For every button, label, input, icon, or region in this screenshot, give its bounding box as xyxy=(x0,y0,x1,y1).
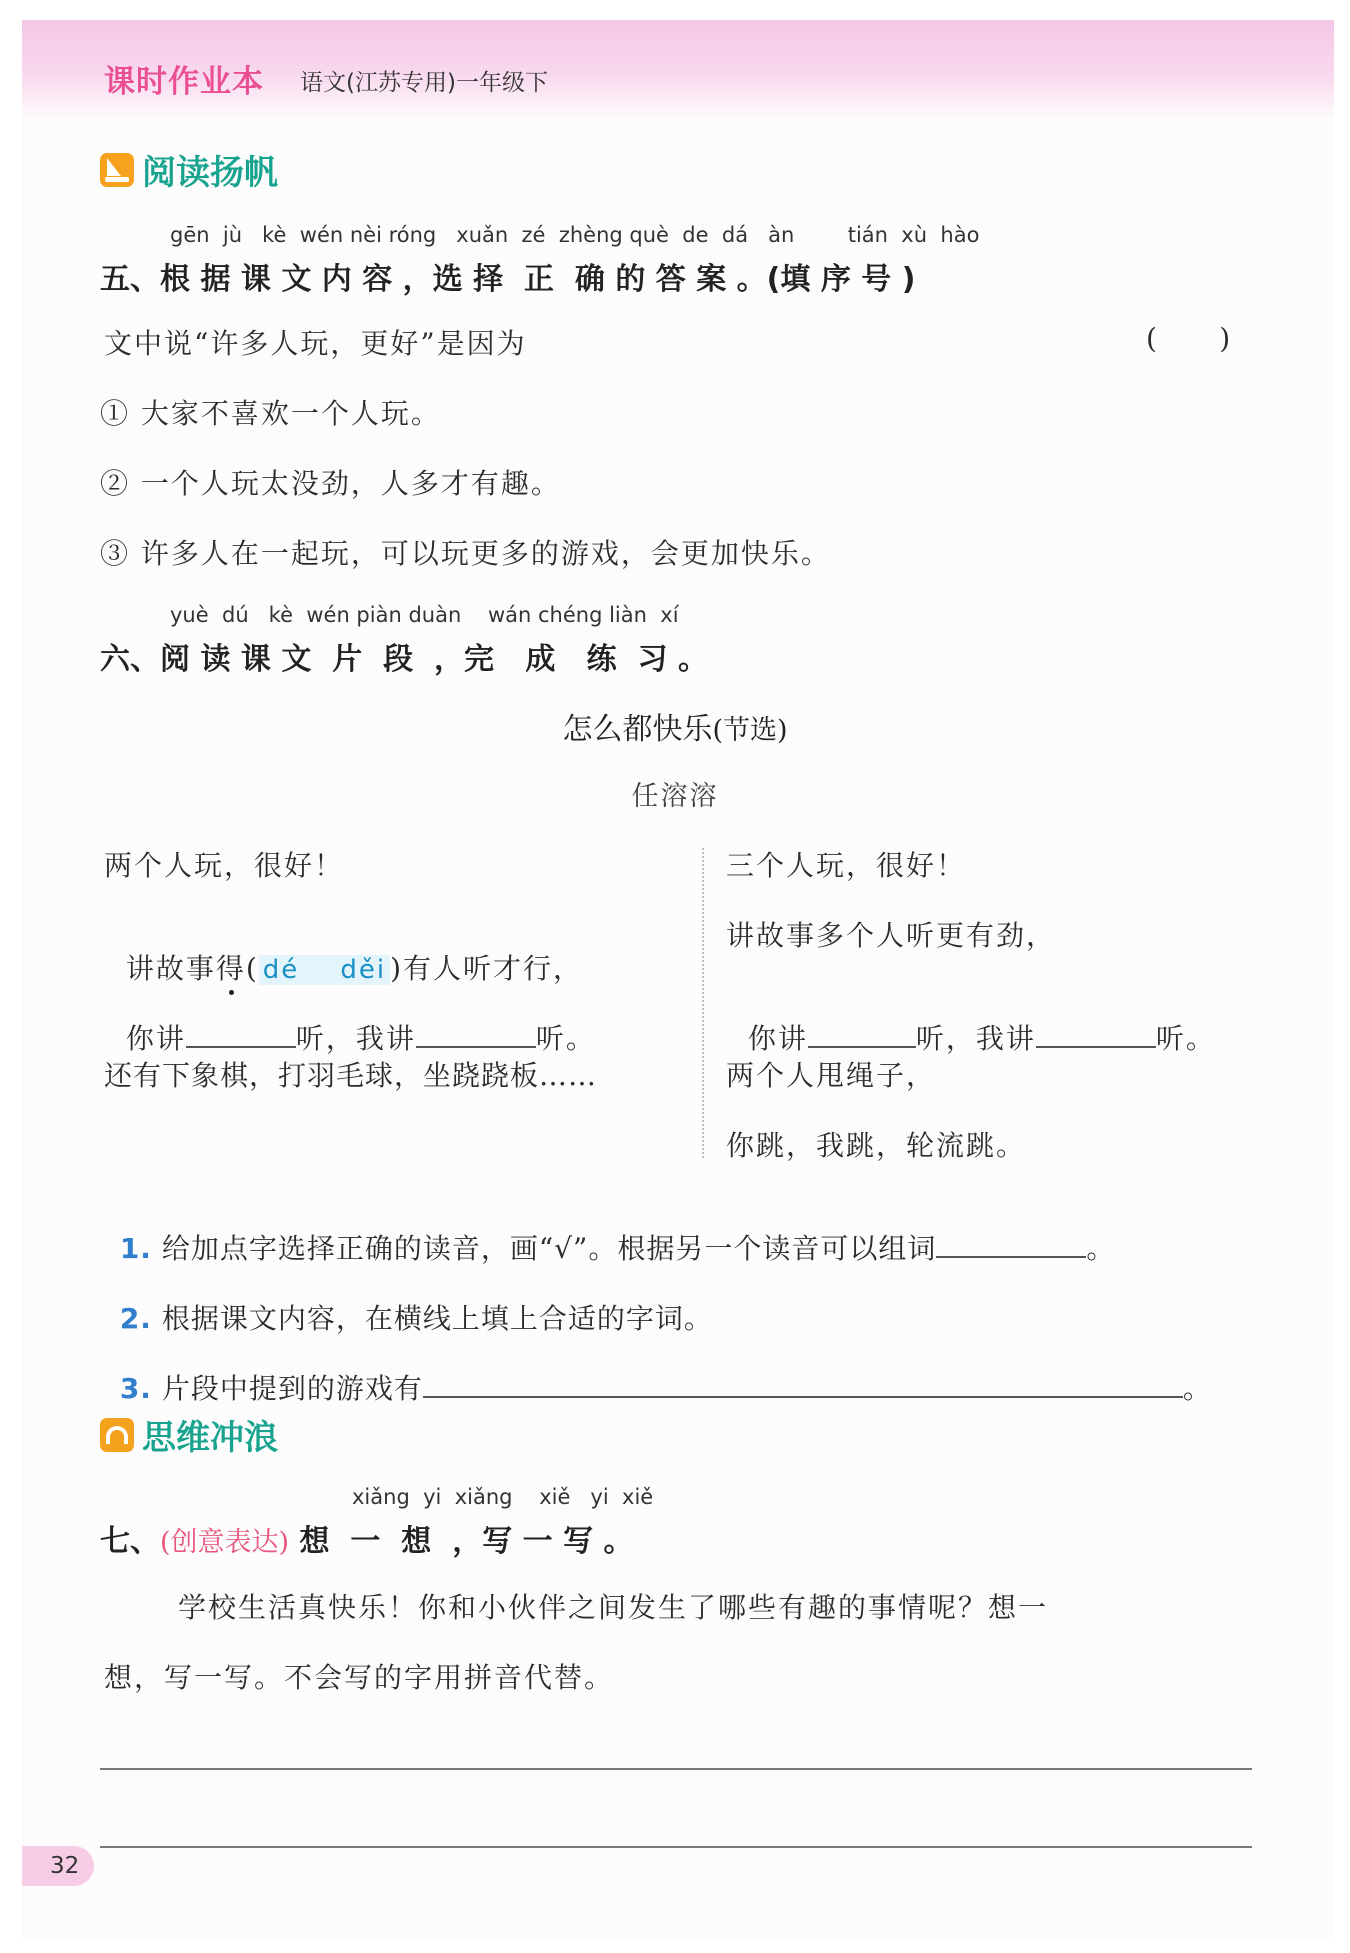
games-blank[interactable] xyxy=(423,1392,1183,1398)
fill-blank-2[interactable] xyxy=(416,1042,536,1048)
item-text-2: 根据课文内容，在横线上填上合适的字词。 xyxy=(161,1302,713,1335)
left-line-3-c: 听。 xyxy=(535,1022,596,1055)
q6-heading: 六、阅 读 课 文 片 段 ，完 成 练 习 。 xyxy=(100,642,708,677)
item-number-1: 1. xyxy=(119,1232,152,1265)
q6-item-1 xyxy=(100,1194,1115,1267)
q6-item-3 xyxy=(100,1334,1212,1407)
q5-option-2: ② 一个人玩太没劲，人多才有趣。 xyxy=(100,467,561,500)
section-thinking-label: 思维冲浪 xyxy=(142,1418,278,1458)
left-line-1: 两个人玩，很好！ xyxy=(104,849,345,882)
left-line-4: 还有下象棋，打羽毛球，坐跷跷板…… xyxy=(104,1059,598,1092)
fill-blank-1[interactable] xyxy=(186,1042,296,1048)
item-end-3: 。 xyxy=(1182,1372,1212,1405)
pinyin-choice[interactable]: dé děi xyxy=(259,955,390,985)
q7-prefix: 七、 xyxy=(100,1524,160,1559)
section-reading xyxy=(100,145,278,194)
left-line-2-pre: 讲故事 xyxy=(125,952,216,985)
passage-title xyxy=(0,704,1350,748)
word-blank[interactable] xyxy=(936,1252,1086,1258)
q6-pinyin: yuè dú kè wén piàn duàn wán chéng liàn xí xyxy=(170,603,679,627)
left-line-2 xyxy=(104,914,583,987)
q7-heading xyxy=(100,1516,634,1560)
book-subtitle: 语文(江苏专用)一年级下 xyxy=(300,70,548,96)
passage-author: 任溶溶 xyxy=(631,781,719,812)
wave-icon xyxy=(100,1418,134,1452)
left-line-3 xyxy=(104,984,596,1057)
q5-answer-paren[interactable]: ( ) xyxy=(1146,322,1231,355)
dotted-char: 得 xyxy=(216,947,246,987)
left-line-3-a: 你讲 xyxy=(125,1022,186,1055)
q5-option-3: ③ 许多人在一起玩，可以玩更多的游戏，会更加快乐。 xyxy=(100,537,831,570)
right-line-3-a: 你讲 xyxy=(747,1022,808,1055)
right-line-1: 三个人玩，很好！ xyxy=(726,849,967,882)
right-line-3 xyxy=(726,984,1216,1057)
section-reading-label: 阅读扬帆 xyxy=(142,153,278,193)
left-line-3-b: 听，我讲 xyxy=(295,1022,416,1055)
q5-pinyin: gēn jù kè wén nèi róng xuǎn zé zhèng què de dá àn tián xù hào xyxy=(170,223,980,247)
passage-title-text: 怎么都快乐 xyxy=(562,712,713,747)
item-text-3: 片段中提到的游戏有 xyxy=(161,1372,423,1405)
item-number-2: 2. xyxy=(119,1302,152,1335)
left-line-2-paren: ( xyxy=(245,952,259,985)
passage-title-note: (节选) xyxy=(712,715,788,746)
q7-prompt-line-1: 学校生活真快乐！你和小伙伴之间发生了哪些有趣的事情呢？想一 xyxy=(178,1591,1049,1624)
item-number-3: 3. xyxy=(119,1372,152,1405)
q5-heading: 五、根 据 课 文 内 容 ，选 择 正 确 的 答 案 。(填 序 号 ) xyxy=(100,262,916,297)
fill-blank-4[interactable] xyxy=(1036,1042,1156,1048)
writing-line-2[interactable] xyxy=(100,1846,1252,1848)
q7-prompt-line-2: 想，写一写。不会写的字用拼音代替。 xyxy=(104,1661,615,1694)
writing-line-1[interactable] xyxy=(100,1768,1252,1770)
fill-blank-3[interactable] xyxy=(808,1042,916,1048)
left-line-2-post: )有人听才行， xyxy=(390,952,584,985)
page-number: 32 xyxy=(22,1846,94,1886)
q7-heading-text: 想 一 想 ，写 一 写 。 xyxy=(289,1524,634,1559)
right-line-2: 讲故事多个人听更有劲， xyxy=(726,919,1057,952)
q7-tag: (创意表达) xyxy=(160,1527,290,1558)
q5-stem: 文中说“许多人玩，更好”是因为 xyxy=(104,327,527,360)
q7-pinyin: xiǎng yi xiǎng xiě yi xiě xyxy=(352,1485,654,1509)
item-end-1: 。 xyxy=(1086,1232,1116,1265)
item-text-1: 给加点字选择正确的读音，画“√”。根据另一个读音可以组词 xyxy=(161,1232,937,1265)
section-thinking xyxy=(100,1410,278,1459)
sail-icon xyxy=(100,153,134,187)
right-line-3-b: 听，我讲 xyxy=(915,1022,1036,1055)
right-line-5: 你跳，我跳，轮流跳。 xyxy=(726,1129,1027,1162)
column-divider xyxy=(702,848,704,1158)
q5-option-1: ① 大家不喜欢一个人玩。 xyxy=(100,397,441,430)
right-line-3-c: 听。 xyxy=(1155,1022,1216,1055)
right-line-4: 两个人甩绳子， xyxy=(726,1059,937,1092)
book-title: 课时作业本 xyxy=(104,64,264,100)
q6-item-2 xyxy=(100,1264,713,1337)
